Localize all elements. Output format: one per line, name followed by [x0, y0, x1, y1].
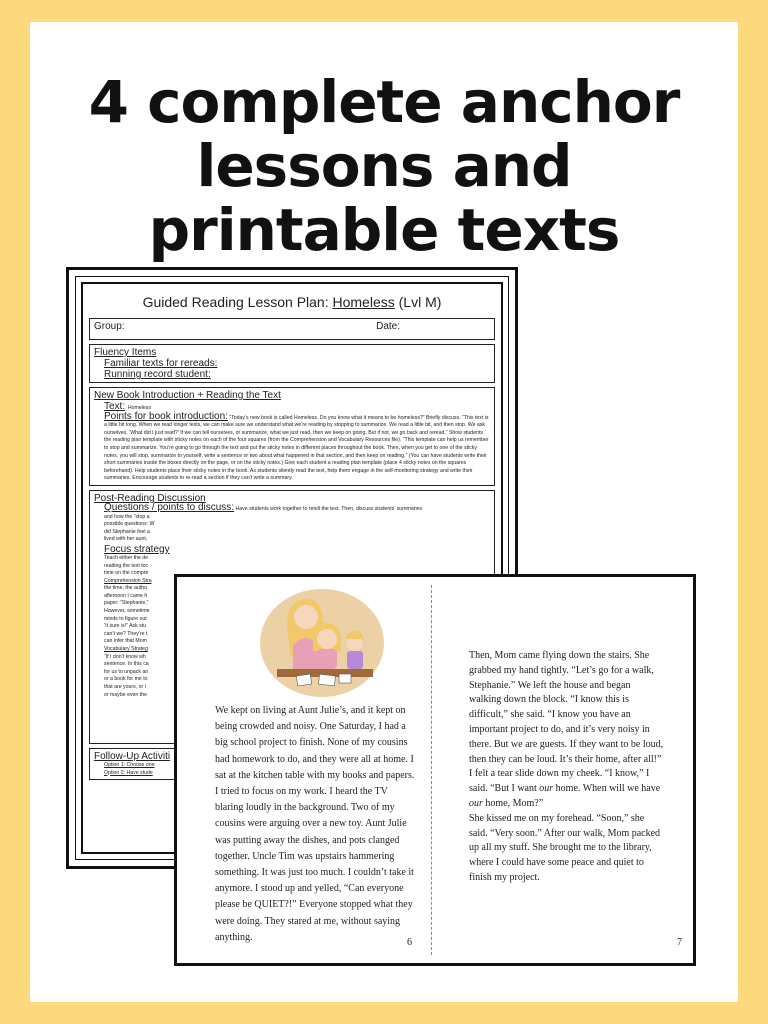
- mother-and-children-at-table-icon: [257, 587, 387, 699]
- headline-line-3: printable texts: [148, 196, 620, 264]
- page-number-7: 7: [677, 937, 682, 948]
- lesson-plan-title: [89, 294, 495, 310]
- page-7-text: [469, 649, 665, 886]
- post-reading-heading: Post-Reading Discussion: [94, 492, 206, 504]
- headline: [0, 70, 768, 262]
- follow-up-heading: Follow-Up Activiti: [94, 750, 171, 762]
- text-line: or maybe even the: [104, 691, 147, 698]
- text-line: and how the “stop a: [104, 513, 150, 520]
- points-label: Points for book introduction:: [104, 410, 228, 422]
- para2-part-c: home, Mom?”: [482, 797, 544, 809]
- group-date-box: [89, 318, 495, 340]
- text-line: ‘It sure is!” Ask stu: [104, 623, 147, 630]
- intro-points: [94, 410, 490, 483]
- option-1: Option 1: Choose one: [104, 761, 155, 768]
- intro-heading: New Book Introduction + Reading the Text: [94, 390, 281, 401]
- para2-part-a: I felt a tear slide down my cheek. “I know,” I said. “But I want: [469, 768, 650, 795]
- text-line: afternoon I came h: [104, 592, 148, 599]
- familiar-texts: Familiar texts for rereads:: [104, 358, 218, 369]
- questions-lines: [94, 514, 490, 544]
- text-line: minds to figure out: [104, 615, 147, 622]
- text-line: that are yours, or l: [104, 684, 146, 690]
- text-line: can infer that Mom: [104, 638, 147, 645]
- title-prefix: Guided Reading Lesson Plan:: [142, 294, 333, 310]
- text-value: Homeless: [127, 405, 151, 411]
- para2-emphasis-2: our: [469, 797, 483, 809]
- comprehension-strategy-label: Comprehension Stra: [104, 577, 152, 584]
- text-line: time on the compre: [104, 570, 149, 577]
- text-line: reading the text toc: [104, 562, 149, 569]
- page-7-paragraph-1: Then, Mom came flying down the stairs. She grabbed my hand tightly. “Let’s go for a walk, Stephanie.” We left the house and began walking down the block. “I know this is difficult,” she said. “I know you have an important project to do, and it’s very noisy in there. But we are guests. If they want to be loud, then they can be loud. It’s their home, after all!”: [469, 650, 664, 765]
- page-7-paragraph-3: She kissed me on my forehead. “Soon,” she said. “Very soon.” After our walk, Mom packed up all my stuff. She brought me to the library, where I could have some peace and quiet to finish my project.: [469, 812, 661, 883]
- text-line: can’t we? They’re t: [104, 630, 148, 637]
- intro-box: [89, 387, 495, 486]
- text-line: Teach either the de: [104, 554, 149, 561]
- text-line: possible questions: W: [104, 521, 155, 528]
- option-2: Option 2: Have stude: [104, 769, 153, 776]
- page-gutter: [431, 585, 432, 955]
- date-label: Date:: [376, 321, 400, 332]
- vocabulary-strategy-label: Vocabulary Strateg: [104, 646, 148, 653]
- text-line: did Stephanie feel a: [104, 528, 150, 535]
- text-line: paper: “Stephanie,”: [104, 600, 149, 607]
- group-label: Group:: [94, 321, 125, 332]
- text-line: for us to unpack an: [104, 668, 149, 675]
- para2-part-b: home. When will we have: [553, 783, 661, 795]
- questions-label: Questions / points to discuss:: [104, 501, 235, 513]
- running-record: Running record student:: [104, 369, 211, 380]
- text-line: lived with her aunt,: [104, 536, 148, 543]
- page-7-paragraph-2: [469, 767, 665, 811]
- headline-line-2: lessons and: [196, 132, 572, 200]
- text-line: or a book for me to: [104, 676, 148, 683]
- title-suffix: (Lvl M): [394, 294, 442, 310]
- points-body: “Today’s new book is called Homeless. Do you know what it means to be homeless?” Briefly discuss. “This text is a little bit long. When we read longer texts, we can make sure we understand what we’re reading by stopping to summarize. We read a little bit, and then stop. We ask ourselves, ‘What did I just read?’ If we can tell ourselves, or summarize, what we just read, then we keep on going. But if not, we go back and reread.” Show students the reading plan template with sticky notes on each of the four squares (from the Comprehension and Vocabulary Resources file). “This template can help us remember to stop and summarize. You’re going to go through the text and put the sticky notes in different places throughout the book. Then, when you get to one of the sticky notes, you will stop, summarize to yourself, write a sentence or two about what happened in that section, and then keep on reading.” (You can have students write their short summaries inside the boxes directly on the page, or on the sticky notes.) Give each student a reading plan template (place 4 sticky notes on the squares beforehand). Help students place their sticky notes in the book. As students silently read the text, help them engage in the self-monitoring strategy and write their summaries. Encourage students to re-read a section if they can’t write a summary.: [104, 414, 489, 482]
- focus-strategy-label: Focus strategy: [104, 543, 170, 555]
- questions-body: Have students work together to retell the text. Then, discuss students’ summaries: [235, 505, 423, 512]
- text-label: Text:: [104, 401, 126, 412]
- text-line: However, sometime: [104, 608, 150, 615]
- page-number-6: 6: [407, 937, 412, 948]
- text-line: “If I don’t know wh: [104, 653, 146, 660]
- para2-emphasis-1: our: [539, 783, 554, 795]
- text-line: sentence. In this ca: [104, 661, 149, 668]
- page-6-text: We kept on living at Aunt Julie’s, and it kept on being crowded and noisy. One Saturday, I had a big school project to finish. None of my cousins had homework to do, and they were all at home. I sat at the kitchen table with my books and papers. I tried to focus on my work. I heard the TV blaring loudly in the background. Two of my cousins were arguing over a new toy. Aunt Julie was putting away the dishes, and pots clanged together. Uncle Tim was upstairs hammering something. It was just too much. I couldn’t take it anymore. I stood up and yelled, “Can everyone please be QUIET?!” Everyone stopped what they were doing. They stared at me, without saying anything.: [215, 705, 415, 943]
- text-line: the time, the autho: [104, 585, 147, 592]
- fluency-box: [89, 344, 495, 383]
- book-spread: [174, 574, 696, 966]
- fluency-heading: Fluency Items: [94, 347, 157, 358]
- title-book: Homeless: [332, 294, 395, 310]
- headline-line-1: 4 complete anchor: [88, 68, 680, 136]
- questions-row: [94, 501, 490, 514]
